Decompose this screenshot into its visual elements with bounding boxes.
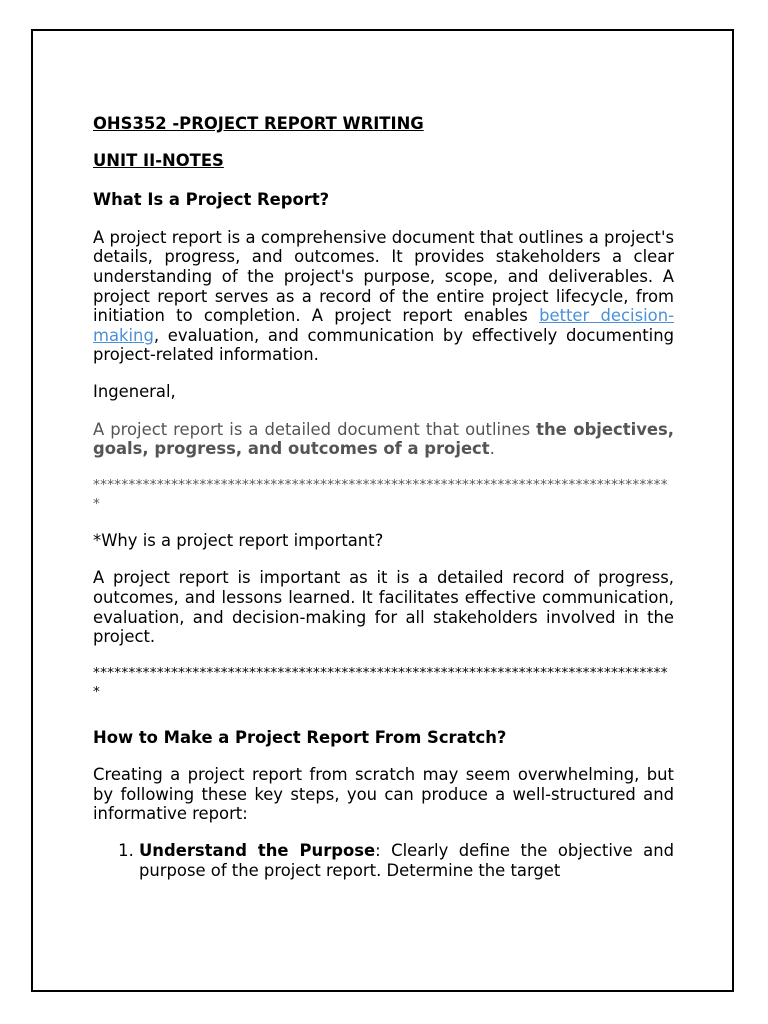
paragraph-summary xyxy=(93,420,674,459)
separator-line: ********************************************************************************** xyxy=(93,664,668,700)
steps-list xyxy=(93,841,674,880)
in-general-label: Ingeneral, xyxy=(93,381,176,401)
paragraph-why-important: A project report is important as it is a detailed record of progress, outcomes, and lessons learned. It facilitates effective communication, evaluation, and decision-making for all stakeholders involved in the project. xyxy=(93,568,674,647)
paragraph-definition xyxy=(93,228,674,365)
heading-how-to-make-report: How to Make a Project Report From Scratch? xyxy=(93,727,507,747)
unit-title: UNIT II-NOTES xyxy=(93,150,224,170)
why-important-heading: *Why is a project report important? xyxy=(93,530,384,550)
heading-what-is-project-report: What Is a Project Report? xyxy=(93,190,330,210)
better-decision-making-link[interactable]: better decision-making xyxy=(93,306,674,345)
paragraph-definition-text-1: A project report is a comprehensive document that outlines a project's details, progress, and outcomes. It provides stakeholders a clear understanding of the project's purpose, scope, and deliverables. A project report serves as a record of the entire project lifecycle, from initiation to completion. A project report enables xyxy=(93,227,674,326)
step-title: Understand the Purpose xyxy=(139,841,376,861)
summary-text: A project report is a detailed document that outlines xyxy=(93,419,537,439)
paragraph-how-to: Creating a project report from scratch may seem overwhelming, but by following these key steps, you can produce a well-structured and informative report: xyxy=(93,765,674,824)
document-content xyxy=(93,114,674,880)
separator-line: ********************************************************************************** xyxy=(93,476,668,512)
summary-bold-text: the objectives, goals, progress, and outcomes of a project xyxy=(93,419,674,459)
step-text: : Clearly define the objective and purpose of the project report. Determine the target xyxy=(139,841,674,880)
summary-end: . xyxy=(489,439,495,459)
course-title: OHS352 -PROJECT REPORT WRITING xyxy=(93,114,424,133)
list-item xyxy=(139,841,674,880)
paragraph-definition-text-2: , evaluation, and communication by effectively documenting project-related information. xyxy=(93,325,674,365)
